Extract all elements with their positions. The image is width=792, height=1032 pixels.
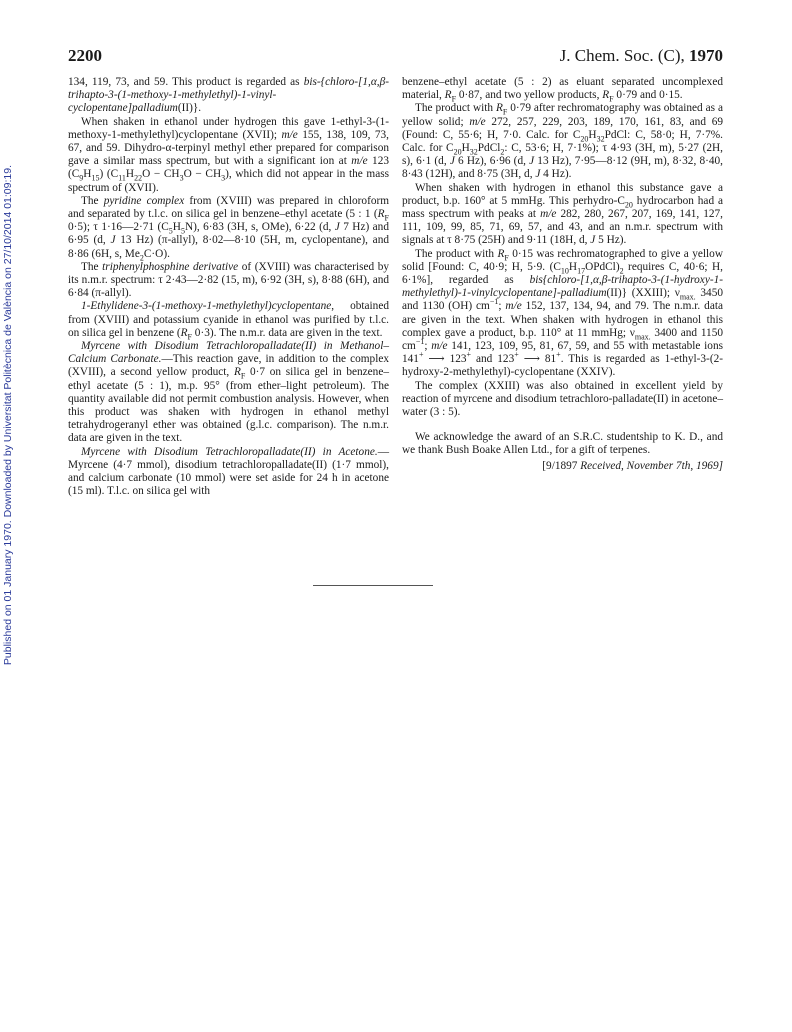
- paragraph-product-079: The product with $R_F$ 0·79 after rechromatography was obtained as a yellow solid; m/e 272, 257, 229, 203, 189, 170, 161, 83, and 69 (Found: C, 55·6; H, 7·0. Calc. for $C_{20}H_{32}PdCl$: C, 58·0; H, 7·7%. Calc. for $C_{20}H_{32}PdCl_2$: C, 53·6; H, 7·1%); τ 4·93 (3H, m), 5·27 (2H, s), 6·1 (d, J 6 Hz), 6·96 (d, J 13 Hz), 7·95—8·12 (9H, m), 8·32, 8·40, 8·43 (12H), and 8·75 (3H, d, J 4 Hz).: [402, 102, 723, 181]
- paragraph-myrcene-methanol: Myrcene with Disodium Tetrachloropalladate(II) in Methanol–Calcium Carbonate.—This reaction gave, in addition to the complex (XVIII), a second yellow product, $R_F$ 0·7 on silica gel in benzene–ethyl acetate (5 : 1), m.p. 95° (from ether–light petroleum). The quantity available did not permit combustion analysis. However, when this product was shaken with hydrogen in ethanol methyl tetrahydrogeranyl ether was obtained (g.l.c. comparison). The n.m.r. data are given in the text.: [68, 340, 389, 445]
- journal-name: J. Chem. Soc. (C),: [559, 46, 685, 65]
- paragraph-continuation: 134, 119, 73, and 59. This product is regarded as bis-{chloro-[1,α,β-trihapto-3-(1-methoxy-1-methylethyl)-1-vinyl-cyclopentane]palladium(II)}.: [68, 76, 389, 115]
- journal-year: 1970: [689, 46, 723, 65]
- paragraph-triphenylphosphine: The triphenylphosphine derivative of (XVIII) was characterised by its n.m.r. spectrum: τ 2·43—2·82 (15, m), 6·92 (3H, s), 8·88 (6H), and 6·84 (π-allyl).: [68, 260, 390, 300]
- paragraph-myrcene-acetone: Myrcene with Disodium Tetrachloropalladate(II) in Acetone.—Myrcene (4·7 mmol), disodium tetrachloropalladate(II) (1·7 mmol), and calcium carbonate (10 mmol) were set aside for 24 h in acetone (15 ml). T.l.c. on silica gel with: [68, 445, 389, 498]
- received-date: [9/1897 Received, November 7th, 1969]: [542, 459, 723, 472]
- page-number: 2200: [68, 46, 102, 65]
- paragraph-elution: benzene–ethyl acetate (5 : 2) as eluant separated uncomplexed material, $R_F$ 0·87, and two yellow products, $R_F$ 0·79 and 0·15.: [402, 76, 723, 104]
- journal-citation: [560, 46, 723, 66]
- paragraph-complex-xxiii: The complex (XXIII) was also obtained in excellent yield by reaction of myrcene and disodium tetrachloro-palladate(II) in acetone–water (3 : 5).: [402, 379, 723, 419]
- paragraph-hydrogenation: When shaken in ethanol under hydrogen this gave 1-ethyl-3-(1-methoxy-1-methylethyl)cyclopentane (XVII); m/e 155, 138, 109, 73, 67, and 59. Dihydro-α-terpinyl methyl ether prepared for comparison gave a similar mass spectrum, but with a significant ion at m/e 123 $(C_9H_{15}) (C_{11}H_{22}O - CH_3O - CH_3)$, which did not appear in the mass spectrum of (XVII).: [68, 115, 390, 194]
- paragraph-product-015: The product with $R_F$ 0·15 was rechromatographed to give a yellow solid [Found: C, 40·9; H, 5·9. $(C_{10}H_{17}OPdCl)_2$ requires C, 40·6; H, 6·1%], regarded as bis{chloro-[1,α,β-trihapto-3-(1-hydroxy-1-methylethyl)-1-vinylcyclopentane]-palladium(II)} (XXIII); $\nu_{max.}$ 3450 and 1130 (OH) $cm^{-1}$; m/e 152, 137, 134, 94, and 79. The n.m.r. data are given in the text. When shaken with hydrogen in ethanol this complex gave a product, b.p. 110° at 11 mmHg; $\nu_{max.}$ 3400 and 1150 $cm^{-1}$; m/e 141, 123, 109, 95, 81, 67, 59, and 55 with metastable ions 141+ ⟶ 123+ and 123+ ⟶ 81+. This is regarded as 1-ethyl-3-(2-hydroxy-2-methylethyl)-cyclopentane (XXIV).: [402, 247, 724, 379]
- left-column: [68, 76, 389, 499]
- page-header: [68, 46, 723, 66]
- end-rule: [313, 585, 433, 586]
- download-notice: [0, 165, 20, 665]
- paragraph-pyridine-complex: The pyridine complex from (XVIII) was prepared in chloroform and separated by t.l.c. on silica gel in benzene–ethyl acetate (5 : 1 ($R_F$ 0·5); τ 1·16—2·71 $(C_5H_5N)$, 6·83 (3H, s, OMe), 6·22 (d, J 7 Hz) and 6·95 (d, J 13 Hz) (π-allyl), 8·02—8·10 (5H, m, cyclopentane), and 8·86 (6H, s, $Me_2C\cdot O$).: [68, 194, 390, 262]
- paragraph-perhydro: When shaken with hydrogen in ethanol this substance gave a product, b.p. 160° at 5 mmHg. This perhydro-$C_{20}$ hydrocarbon had a mass spectrum with peaks at m/e 282, 280, 267, 207, 169, 141, 127, 111, 109, 99, 85, 71, 69, 57, and 43, and an n.m.r. spectrum with signals at τ 8·75 (25H) and 9·11 (18H, d, J 5 Hz).: [402, 181, 723, 247]
- download-notice-text: Published on 01 January 1970. Downloaded by Universitat Politècnica de València on 27/10/2014 01:09:19.: [2, 165, 14, 666]
- acknowledgement: We acknowledge the award of an S.R.C. studentship to K. D., and we thank Bush Boake Allen Ltd., for a gift of terpenes.: [402, 431, 723, 457]
- right-column: [402, 76, 723, 473]
- paragraph-ethylidene: 1-Ethylidene-3-(1-methoxy-1-methylethyl)cyclopentane, obtained from (XVIII) and potassium cyanide in ethanol was purified by t.l.c. on silica gel in benzene ($R_F$ 0·3). The n.m.r. data are given in the text.: [68, 300, 389, 342]
